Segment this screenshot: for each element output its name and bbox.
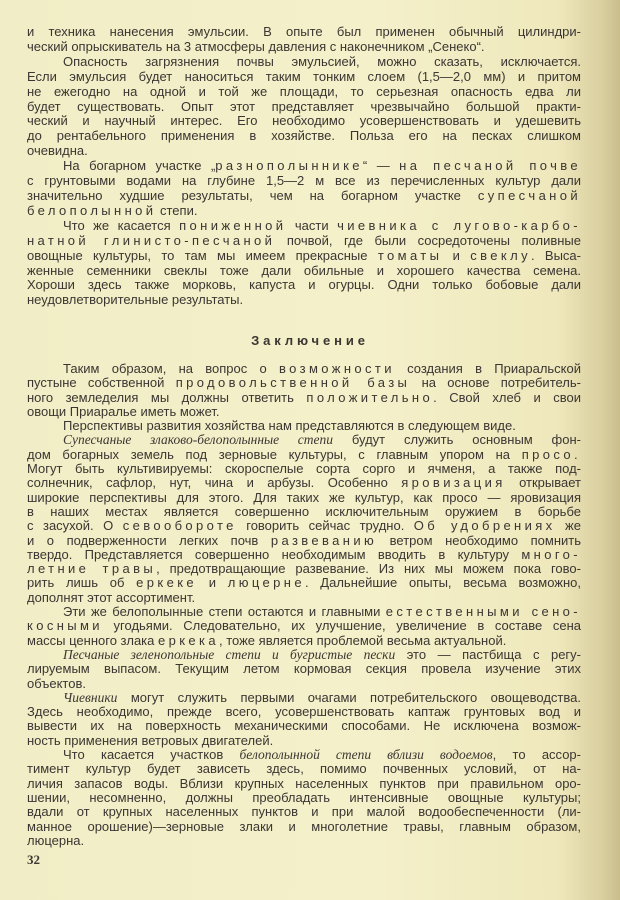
text-segment: будут служить основным фон- — [333, 432, 581, 448]
text-line — [27, 805, 581, 819]
spaced-emphasis-text: летние травы — [27, 561, 157, 577]
text-segment: с грунтовыми водами на глубине 1,5—2 м все из перечисленных культур дали — [27, 173, 581, 189]
text-segment: почвой, где были сосредоточены поливные — [275, 232, 582, 248]
spaced-emphasis-text: положительно — [306, 389, 434, 405]
text-segment: это — пастбища с регу- — [395, 646, 581, 662]
text-segment: Перспективы развития хозяйства нам представляются в следующем виде. — [63, 418, 516, 434]
text-line — [27, 791, 581, 805]
text-line — [27, 129, 581, 144]
text-line — [27, 576, 581, 590]
text-block-top — [27, 25, 581, 308]
paragraph — [27, 219, 581, 308]
text-segment: открывает — [505, 475, 582, 491]
spaced-emphasis-text: косными — [27, 618, 103, 634]
text-segment: будет существовать. Опыт этот представляет чрезвычайно большой практи- — [27, 98, 581, 114]
text-line — [27, 491, 581, 505]
text-line — [27, 114, 581, 129]
italic-text: Супесчаные злаково-белополынные степи — [63, 432, 334, 448]
text-segment: Что касается участков — [63, 747, 240, 763]
paragraph — [27, 605, 581, 648]
text-segment: же — [555, 518, 581, 534]
italic-text: Песчаные зеленопольные степи и бугристые пески — [63, 646, 396, 662]
text-segment: , то ассор- — [492, 747, 581, 763]
spaced-emphasis-text: яровизация — [401, 475, 506, 491]
text-segment: люцерна. — [27, 832, 85, 848]
paragraph — [27, 362, 581, 419]
text-segment: Если эмульсия будет наноситься таким тонким слоем (1,5—2,0 мм) и притом — [27, 68, 581, 84]
text-segment: и — [442, 247, 471, 263]
text-segment: личия запасов воды. Вблизи крупных населенных пунктов при правильном оро- — [27, 775, 581, 791]
paragraph — [27, 433, 581, 605]
italic-text: белополынной степи вблизи водоемов — [239, 747, 493, 763]
text-line — [27, 605, 581, 619]
spaced-emphasis-text: разнополыннике — [215, 158, 363, 174]
text-segment: Опасность загрязнения почвы эмульсией, можно сказать, исключается. — [63, 53, 581, 69]
text-line — [27, 548, 581, 562]
text-segment: очевидна. — [27, 143, 88, 159]
text-segment: лируемым выпасом. Текущим летом кормовая секция провела изучение этих — [27, 661, 581, 677]
page-number: 32 — [27, 852, 40, 867]
text-segment: женные семенники свеклы тоже дали обильные и хорошего качества семена. — [27, 262, 581, 278]
text-segment: говорить сейчас трудно. — [236, 518, 414, 534]
text-segment: . Дальнейшие опыты, весьма возможно, — [304, 575, 581, 591]
text-segment: до рентабельного применения в хозяйстве. Польза его на песках слишком — [27, 128, 581, 144]
spaced-emphasis-text: много- — [521, 546, 581, 562]
text-line — [27, 591, 581, 605]
text-segment: объектов. — [27, 675, 86, 691]
paragraph — [27, 419, 581, 433]
spaced-emphasis-text: свеклу — [470, 247, 531, 263]
text-line — [27, 55, 581, 70]
text-segment: с засухой. О — [27, 518, 123, 534]
text-line — [27, 362, 581, 376]
spaced-emphasis-text: еркеке — [136, 575, 198, 591]
text-line — [27, 204, 581, 219]
text-line — [27, 448, 581, 462]
text-segment: овощные культуры, то там мы имеем прекрасные — [27, 247, 378, 263]
text-segment: шении, несомненно, должны преобладать интенсивные овощные культуры; — [27, 789, 581, 805]
text-segment: ветром необходимо помнить — [377, 532, 581, 548]
spaced-emphasis-text: естественными сено- — [385, 604, 581, 620]
spaced-emphasis-text: люцерне — [227, 575, 305, 591]
spaced-emphasis-text: развеванию — [270, 532, 378, 548]
text-segment: ческий опрыскиватель на 3 атмосферы давления с наконечником „Сенеко“. — [27, 38, 485, 54]
text-line — [27, 691, 581, 705]
text-line — [27, 391, 581, 405]
text-segment: дом богарных земель под зерновые культуры, с главным упором на — [27, 446, 522, 462]
text-line — [27, 662, 581, 676]
text-line — [27, 820, 581, 834]
text-segment: овощи Приаралье иметь может. — [27, 403, 220, 419]
text-line — [27, 648, 581, 662]
text-segment: солнечник, сафлор, нут, чина и арбузы. Особенно — [27, 475, 402, 491]
italic-text: Чиевники — [63, 689, 118, 705]
text-segment: части — [286, 217, 338, 233]
text-segment: создания в Приаральской — [394, 361, 582, 376]
text-line — [27, 264, 581, 279]
text-segment: ного земледелия мы должны ответить — [27, 389, 307, 405]
text-segment: и о подверженности легких почв — [27, 532, 271, 548]
text-line — [27, 174, 581, 189]
text-line — [27, 219, 581, 234]
text-line — [27, 234, 581, 249]
text-line — [27, 534, 581, 548]
text-line — [27, 562, 581, 576]
text-segment: рить лишь об — [27, 575, 137, 591]
text-segment: Здесь необходимо, прежде всего, усовершенствовать каптаж грунтовых вод и — [27, 704, 581, 720]
text-line — [27, 40, 581, 55]
text-segment: степи. — [156, 202, 198, 218]
spaced-emphasis-text: севообороте — [122, 518, 237, 534]
text-line — [27, 634, 581, 648]
paragraph — [27, 25, 581, 55]
text-line — [27, 777, 581, 791]
text-segment: вдали от крупных населенных пунктов и при малой водообеспеченности (ли- — [27, 804, 581, 820]
text-line — [27, 159, 581, 174]
text-segment: на основе потребитель- — [410, 375, 581, 391]
text-line — [27, 25, 581, 40]
text-line — [27, 677, 581, 691]
paragraph — [27, 55, 581, 159]
text-segment: не ежегодно на одной и той же площади, то серьезная опасность едва ли — [27, 83, 581, 99]
text-segment: массы ценного злака — [27, 632, 158, 648]
text-line — [27, 505, 581, 519]
text-segment: дополнят этот ассортимент. — [27, 589, 196, 605]
text-segment: могут служить первыми очагами потребительского овощеводства. — [117, 689, 581, 705]
paragraph — [27, 159, 581, 219]
text-line — [27, 405, 581, 419]
text-line — [27, 278, 581, 293]
text-segment: . Выса- — [530, 247, 581, 263]
text-line — [27, 419, 581, 433]
text-line — [27, 705, 581, 719]
text-segment: Таким образом, на вопрос о — [63, 361, 280, 376]
text-segment: и техника нанесения эмульсии. В опыте был применен обычный цилиндри- — [27, 24, 581, 39]
text-line — [27, 249, 581, 264]
text-segment: вывести их на поверхность механическими способами. Не исключена возмож- — [27, 718, 581, 734]
text-segment: и — [197, 575, 228, 591]
text-line — [27, 376, 581, 390]
text-segment: На богарном участке „ — [63, 158, 216, 174]
text-segment: Могут быть культивируемы: скороспелые сорта сорго и ячменя, а также под- — [27, 461, 581, 477]
spaced-emphasis-text: натной глинисто-песчаной — [27, 232, 276, 248]
text-line — [27, 144, 581, 159]
text-line — [27, 834, 581, 848]
text-line — [27, 734, 581, 748]
text-line — [27, 519, 581, 533]
text-line — [27, 719, 581, 733]
text-line — [27, 762, 581, 776]
text-segment: значительно худшие результаты, чем на богарном участке — [27, 187, 478, 203]
text-line — [27, 476, 581, 490]
text-segment: , предотвращающие развевание. Из них мы можем пока гово- — [156, 561, 581, 577]
text-segment: широкие перспективы для этого. Для таких же культур, как просо — яровизация — [27, 489, 581, 505]
text-segment: Хороши здесь также морковь, капуста и огурцы. Одни только бобовые дали — [27, 277, 581, 293]
text-block-conclusion — [27, 362, 581, 848]
text-segment: Что же касается — [63, 217, 180, 233]
spaced-emphasis-text: продовольственной базы — [175, 375, 411, 391]
text-line — [27, 619, 581, 633]
spaced-emphasis-text: томаты — [377, 247, 443, 263]
spaced-emphasis-text: просо. — [521, 446, 581, 462]
text-segment: тимент культур будет зависеть здесь, помимо почвенных условий, от на- — [27, 761, 581, 777]
text-line — [27, 433, 581, 447]
text-segment: . Свой хлеб и свои — [433, 389, 581, 405]
text-segment: твердо. Представляется совершенно необходимым вводить в культуру — [27, 546, 522, 562]
spaced-emphasis-text: белополынной — [27, 202, 157, 218]
paragraph — [27, 748, 581, 848]
text-line — [27, 462, 581, 476]
text-line — [27, 189, 581, 204]
text-line — [27, 70, 581, 85]
spaced-emphasis-text: чиевника с лугово-карбо- — [337, 217, 581, 233]
spaced-emphasis-text: супесчаной — [477, 187, 581, 203]
text-segment: , тоже является проблемой весьма актуальной. — [219, 632, 507, 648]
paragraph — [27, 691, 581, 748]
text-segment: ность применения ветровых двигателей. — [27, 732, 274, 748]
text-segment: ческий и научный интерес. Его необходимо усовершенствовать и удешевить — [27, 113, 581, 129]
text-segment: угодьями. Следовательно, их улучшение, увеличение в составе сена — [102, 618, 581, 634]
spaced-emphasis-text: на песчаной почве — [399, 158, 581, 174]
paragraph — [27, 648, 581, 691]
text-line — [27, 100, 581, 115]
text-segment: манное орошение)—зерновые злаки и многолетние травы, главным образом, — [27, 818, 581, 834]
text-segment: Эти же белополынные степи остаются и главными — [63, 604, 386, 620]
section-heading: Заключение — [251, 333, 369, 348]
text-segment: в наших местах является совершенно исключительным оружием в борьбе — [27, 503, 581, 519]
text-line — [27, 293, 581, 308]
text-segment: пустыне собственной — [27, 375, 176, 391]
spaced-emphasis-text: пониженной — [179, 217, 287, 233]
text-segment: “ — — [362, 158, 400, 174]
spaced-emphasis-text: Об удобрениях — [413, 518, 556, 534]
spaced-emphasis-text: возможности — [279, 361, 395, 376]
spaced-emphasis-text: еркека — [157, 632, 219, 648]
text-line — [27, 85, 581, 100]
text-segment: неудовлетворительные результаты. — [27, 292, 244, 308]
text-line — [27, 748, 581, 762]
